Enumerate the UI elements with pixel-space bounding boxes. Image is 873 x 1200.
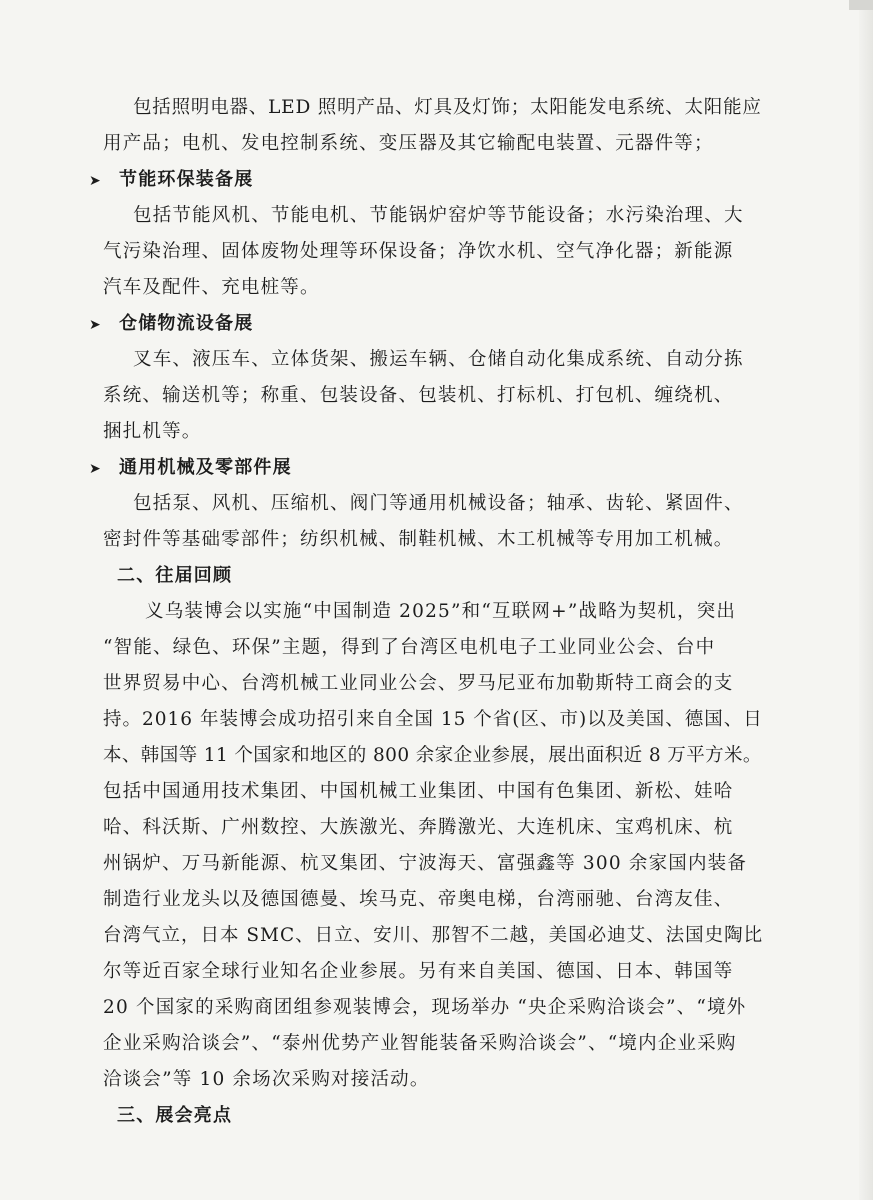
paragraph-line: 持。2016 年装博会成功招引来自全国 15 个省(区、市)以及美国、德国、日: [103, 709, 763, 730]
document-body: [89, 90, 764, 1134]
arrowhead-bullet-icon: ➤: [89, 461, 102, 477]
section-heading-review: 二、往届回顾: [117, 565, 233, 586]
scan-corner-mark: [849, 0, 873, 10]
paragraph-line: 系统、输送机等；称重、包装设备、包装机、打标机、打包机、缠绕机、: [103, 385, 734, 406]
exhibit-heading: [89, 162, 763, 198]
section-heading-highlights: 三、展会亮点: [117, 1105, 233, 1126]
paragraph-line: 包括泵、风机、压缩机、阀门等通用机械设备；轴承、齿轮、紧固件、: [133, 493, 744, 514]
paragraph-line: 制造行业龙头以及德国德曼、埃马克、帝奥电梯，台湾丽驰、台湾友佳、: [103, 889, 734, 910]
paragraph-line: 州锅炉、万马新能源、杭叉集团、宁波海天、富强鑫等 300 余家国内装备: [103, 853, 748, 874]
paragraph-line: “智能、绿色、环保”主题，得到了台湾区电机电子工业同业公会、台中: [103, 637, 716, 658]
paragraph-line: 尔等近百家全球行业知名企业参展。另有来自美国、德国、日本、韩国等: [103, 961, 734, 982]
paragraph-line: 捆扎机等。: [103, 421, 202, 442]
paragraph-line: 叉车、液压车、立体货架、搬运车辆、仓储自动化集成系统、自动分拣: [133, 349, 744, 370]
paragraph-line: 义乌装博会以实施“中国制造 2025”和“互联网+”战略为契机，突出: [145, 601, 737, 622]
exhibit-heading: [89, 450, 763, 486]
paragraph-line: 汽车及配件、充电桩等。: [103, 277, 320, 298]
exhibit-title: 通用机械及零部件展: [119, 457, 292, 478]
paragraph-line: 包括节能风机、节能电机、节能锅炉窑炉等节能设备；水污染治理、大: [133, 205, 744, 226]
exhibit-heading: [89, 306, 763, 342]
paragraph-line: 洽谈会”等 10 余场次采购对接活动。: [103, 1069, 430, 1090]
paragraph-line: 世界贸易中心、台湾机械工业同业公会、罗马尼亚布加勒斯特工商会的支: [103, 673, 734, 694]
paragraph-line: 台湾气立，日本 SMC、日立、安川、那智不二越，美国必迪艾、法国史陶比: [103, 925, 764, 946]
paragraph-line: 用产品；电机、发电控制系统、变压器及其它输配电装置、元器件等；: [103, 133, 714, 154]
paragraph-line: 哈、科沃斯、广州数控、大族激光、奔腾激光、大连机床、宝鸡机床、杭: [103, 817, 734, 838]
scan-edge-shadow: [859, 0, 873, 1200]
exhibit-title: 节能环保装备展: [119, 169, 254, 190]
arrowhead-bullet-icon: ➤: [89, 173, 102, 189]
paragraph-line: 包括中国通用技术集团、中国机械工业集团、中国有色集团、新松、娃哈: [103, 781, 734, 802]
paragraph-line: 本、韩国等 11 个国家和地区的 800 余家企业参展，展出面积近 8 万平方米。: [103, 745, 762, 766]
paragraph-line: 企业采购洽谈会”、“泰州优势产业智能装备采购洽谈会”、“境内企业采购: [103, 1033, 737, 1054]
exhibit-title: 仓储物流设备展: [119, 313, 254, 334]
paragraph-line: 气污染治理、固体废物处理等环保设备；净饮水机、空气净化器；新能源: [103, 241, 734, 262]
arrowhead-bullet-icon: ➤: [89, 317, 102, 333]
paragraph-line: 密封件等基础零部件；纺织机械、制鞋机械、木工机械等专用加工机械。: [103, 529, 734, 550]
paragraph-line: 包括照明电器、LED 照明产品、灯具及灯饰；太阳能发电系统、太阳能应: [133, 97, 762, 118]
paragraph-line: 20 个国家的采购商团组参观装博会，现场举办 “央企采购洽谈会”、“境外: [103, 997, 747, 1018]
